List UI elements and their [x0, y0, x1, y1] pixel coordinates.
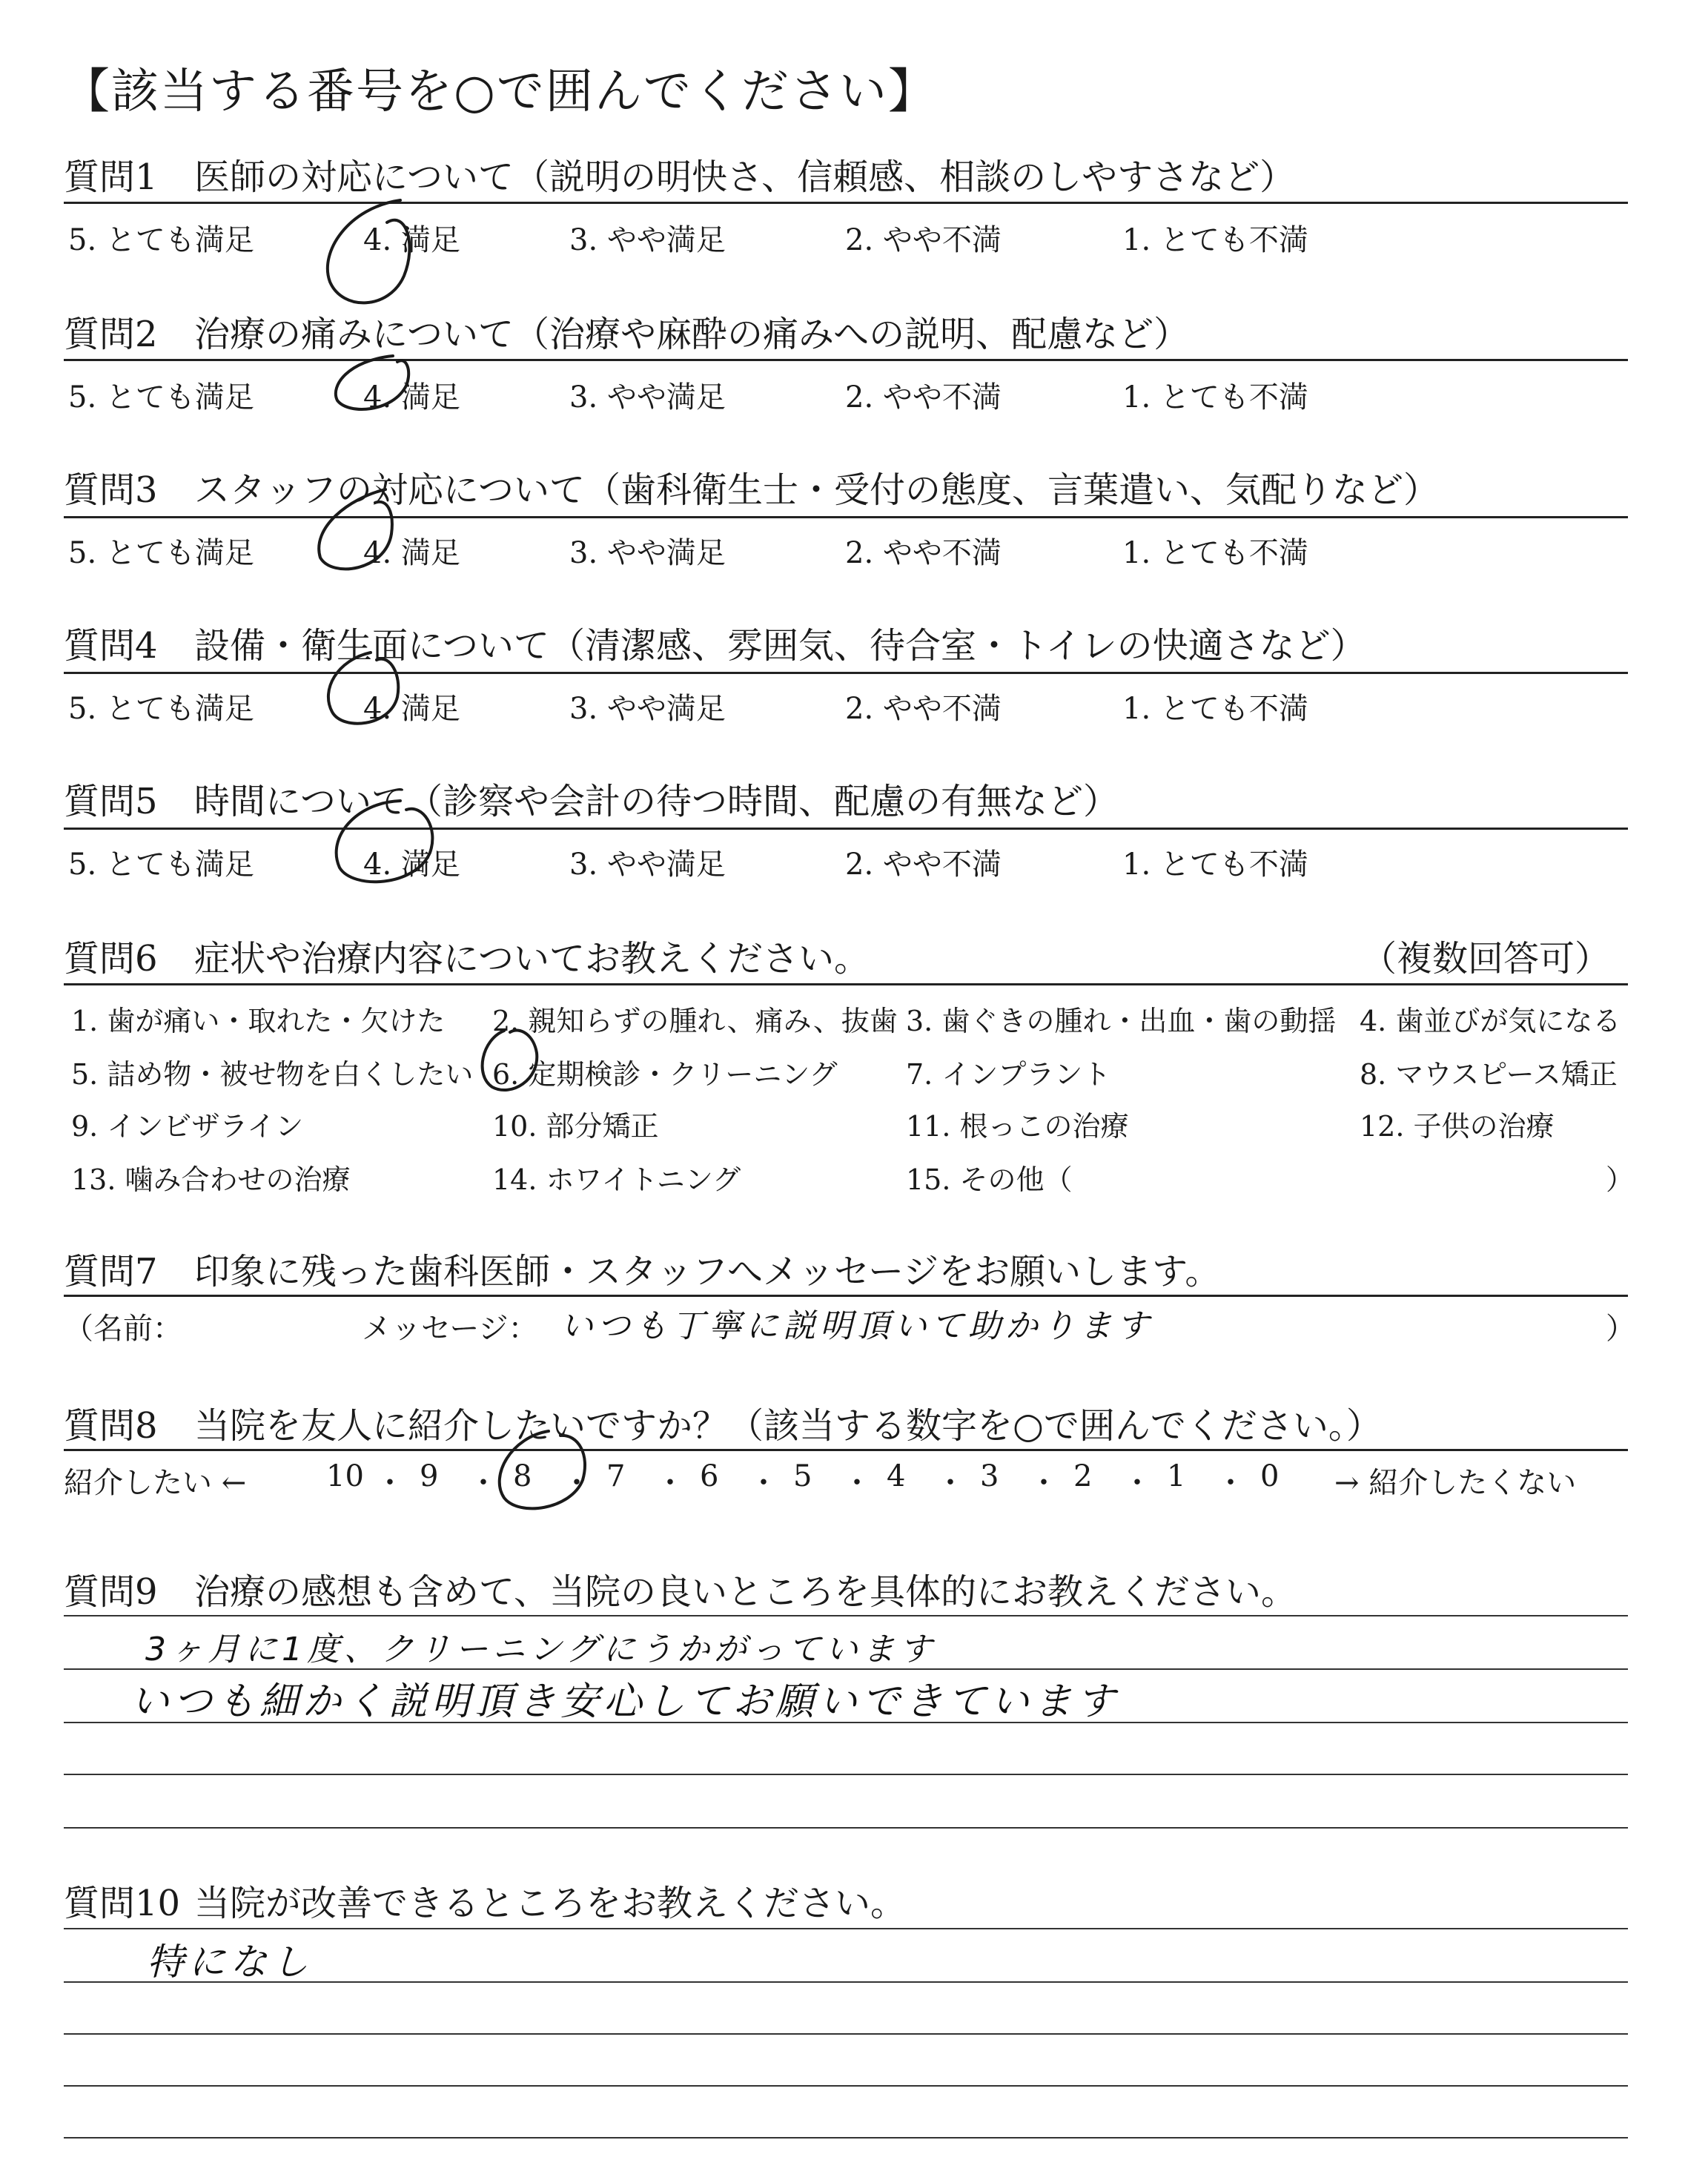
recommend-score-selected[interactable]: 8	[513, 1459, 532, 1493]
divider	[64, 359, 1628, 361]
option-3[interactable]: 3. やや満足	[569, 380, 726, 415]
answer-line	[64, 1827, 1628, 1829]
divider	[64, 828, 1628, 830]
q6-option-3[interactable]: 3. 歯ぐきの腫れ・出血・歯の動揺	[906, 1005, 1337, 1037]
question-number: 質問3	[64, 469, 158, 511]
question-number: 質問10	[64, 1883, 181, 1924]
divider	[64, 516, 1628, 518]
q6-option-8[interactable]: 8. マウスピース矯正	[1360, 1058, 1618, 1091]
divider	[64, 672, 1628, 674]
recommend-score[interactable]: 6	[700, 1459, 719, 1493]
q6-option-7[interactable]: 7. インプラント	[906, 1058, 1111, 1091]
question-text: 設備・衛生面について（清潔感、雰囲気、待合室・トイレの快適さなど）	[194, 625, 1366, 667]
q9-answer-line-1[interactable]: 3ヶ月に1度、クリーニングにうかがっています	[145, 1631, 937, 1668]
option-1[interactable]: 1. とても不満	[1122, 848, 1308, 882]
answer-line	[64, 2137, 1628, 2138]
multiple-answer-note: （複数回答可）	[1361, 938, 1611, 980]
option-1[interactable]: 1. とても不満	[1122, 536, 1308, 570]
page-title: 【該当する番号を○で囲んでください】	[62, 65, 937, 119]
recommend-score[interactable]: 3	[980, 1459, 999, 1493]
q6-option-10[interactable]: 10. 部分矯正	[492, 1110, 659, 1143]
question-text: 治療の感想も含めて、当院の良いところを具体的にお教えください。	[194, 1571, 1297, 1613]
q6-option-5[interactable]: 5. 詰め物・被せ物を白くしたい	[71, 1058, 474, 1091]
scale-separator: ・	[1029, 1466, 1059, 1500]
q6-option-6-selected[interactable]: 6. 定期検診・クリーニング	[492, 1058, 838, 1091]
option-3[interactable]: 3. やや満足	[569, 223, 726, 257]
recommend-score[interactable]: 10	[326, 1459, 364, 1493]
option-2[interactable]: 2. やや不満	[845, 380, 1002, 415]
name-label: （名前：	[64, 1312, 182, 1346]
message-handwritten[interactable]: いつも丁寧に説明頂いて助かります	[560, 1307, 1153, 1345]
message-label: メッセージ：	[362, 1312, 538, 1346]
option-1[interactable]: 1. とても不満	[1122, 692, 1308, 726]
answer-line	[64, 1774, 1628, 1775]
answer-line	[64, 2033, 1628, 2035]
option-3[interactable]: 3. やや満足	[569, 536, 726, 570]
question-number: 質問5	[64, 781, 158, 822]
question-number: 質問7	[64, 1251, 158, 1292]
answer-line	[64, 2085, 1628, 2087]
option-1[interactable]: 1. とても不満	[1122, 223, 1308, 257]
recommend-left-label: 紹介したい ←	[64, 1466, 247, 1500]
option-2[interactable]: 2. やや不満	[845, 848, 1002, 882]
question-text: スタッフの対応について（歯科衛生士・受付の態度、言葉遣い、気配りなど）	[194, 469, 1440, 511]
divider	[64, 1449, 1628, 1451]
scale-separator: ・	[1122, 1466, 1152, 1500]
q6-option-9[interactable]: 9. インビザライン	[71, 1110, 304, 1143]
scale-separator: ・	[749, 1466, 778, 1500]
option-3[interactable]: 3. やや満足	[569, 848, 726, 882]
option-2[interactable]: 2. やや不満	[845, 223, 1002, 257]
option-5[interactable]: 5. とても満足	[68, 536, 254, 570]
option-1[interactable]: 1. とても不満	[1122, 380, 1308, 415]
option-4-selected[interactable]: 4. 満足	[363, 223, 460, 257]
scale-separator: ・	[375, 1466, 405, 1500]
q6-option-11[interactable]: 11. 根っこの治療	[906, 1110, 1129, 1143]
scale-separator: ・	[562, 1466, 592, 1500]
recommend-right-label: → 紹介したくない	[1334, 1466, 1577, 1500]
q6-option-14[interactable]: 14. ホワイトニング	[492, 1163, 741, 1196]
question-text: 治療の痛みについて（治療や麻酔の痛みへの説明、配慮など）	[194, 314, 1190, 355]
question-number: 質問6	[64, 938, 158, 980]
question-text: 当院を友人に紹介したいですか？（該当する数字を○で囲んでください。）	[194, 1405, 1382, 1447]
question-number: 質問4	[64, 625, 158, 667]
option-5[interactable]: 5. とても満足	[68, 223, 254, 257]
q6-option-1[interactable]: 1. 歯が痛い・取れた・欠けた	[71, 1005, 446, 1037]
recommend-score[interactable]: 1	[1167, 1459, 1186, 1493]
option-4-selected[interactable]: 4. 満足	[363, 692, 460, 726]
q6-option-15[interactable]: 15. その他（	[906, 1163, 1073, 1196]
recommend-score[interactable]: 0	[1260, 1459, 1280, 1493]
recommend-score[interactable]: 2	[1073, 1459, 1093, 1493]
divider	[64, 1295, 1628, 1297]
scale-separator: ・	[469, 1466, 498, 1500]
q6-option-2[interactable]: 2. 親知らずの腫れ、痛み、抜歯	[492, 1005, 898, 1037]
scale-separator: ・	[655, 1466, 685, 1500]
q9-answer-line-2[interactable]: いつも細かく説明頂き安心してお願いできています	[130, 1680, 1120, 1724]
recommend-score[interactable]: 4	[887, 1459, 906, 1493]
option-4-selected[interactable]: 4. 満足	[363, 848, 460, 882]
option-4-selected[interactable]: 4. 満足	[363, 380, 460, 415]
answer-line	[64, 1615, 1628, 1616]
option-3[interactable]: 3. やや満足	[569, 692, 726, 726]
question-text: 当院が改善できるところをお教えください。	[194, 1883, 907, 1924]
option-2[interactable]: 2. やや不満	[845, 692, 1002, 726]
q6-other-close-paren: ）	[1606, 1163, 1635, 1196]
option-5[interactable]: 5. とても満足	[68, 848, 254, 882]
recommend-score[interactable]: 5	[793, 1459, 812, 1493]
q6-option-12[interactable]: 12. 子供の治療	[1360, 1110, 1555, 1143]
question-number: 質問9	[64, 1571, 158, 1613]
question-number: 質問1	[64, 156, 158, 198]
scale-separator: ・	[1216, 1466, 1245, 1500]
divider	[64, 202, 1628, 204]
question-number: 質問8	[64, 1405, 158, 1447]
scale-separator: ・	[936, 1466, 965, 1500]
answer-line	[64, 1928, 1628, 1929]
q6-option-4[interactable]: 4. 歯並びが気になる	[1360, 1005, 1621, 1037]
option-4-selected[interactable]: 4. 満足	[363, 536, 460, 570]
divider	[64, 983, 1628, 985]
recommend-score[interactable]: 9	[420, 1459, 439, 1493]
question-text: 症状や治療内容についてお教えください。	[194, 938, 870, 980]
option-5[interactable]: 5. とても満足	[68, 380, 254, 415]
option-5[interactable]: 5. とても満足	[68, 692, 254, 726]
question-text: 時間について（診察や会計の待つ時間、配慮の有無など）	[194, 781, 1119, 822]
scale-separator: ・	[842, 1466, 872, 1500]
question-text: 印象に残った歯科医師・スタッフへメッセージをお願いします。	[194, 1251, 1221, 1292]
q10-answer-line-1[interactable]: 特になし	[147, 1941, 313, 1984]
question-number: 質問2	[64, 314, 158, 355]
q6-option-13[interactable]: 13. 噛み合わせの治療	[71, 1163, 351, 1196]
message-close-paren: ）	[1606, 1312, 1635, 1346]
question-text: 医師の対応について（説明の明快さ、信頼感、相談のしやすさなど）	[194, 156, 1296, 198]
recommend-score[interactable]: 7	[606, 1459, 626, 1493]
option-2[interactable]: 2. やや不満	[845, 536, 1002, 570]
